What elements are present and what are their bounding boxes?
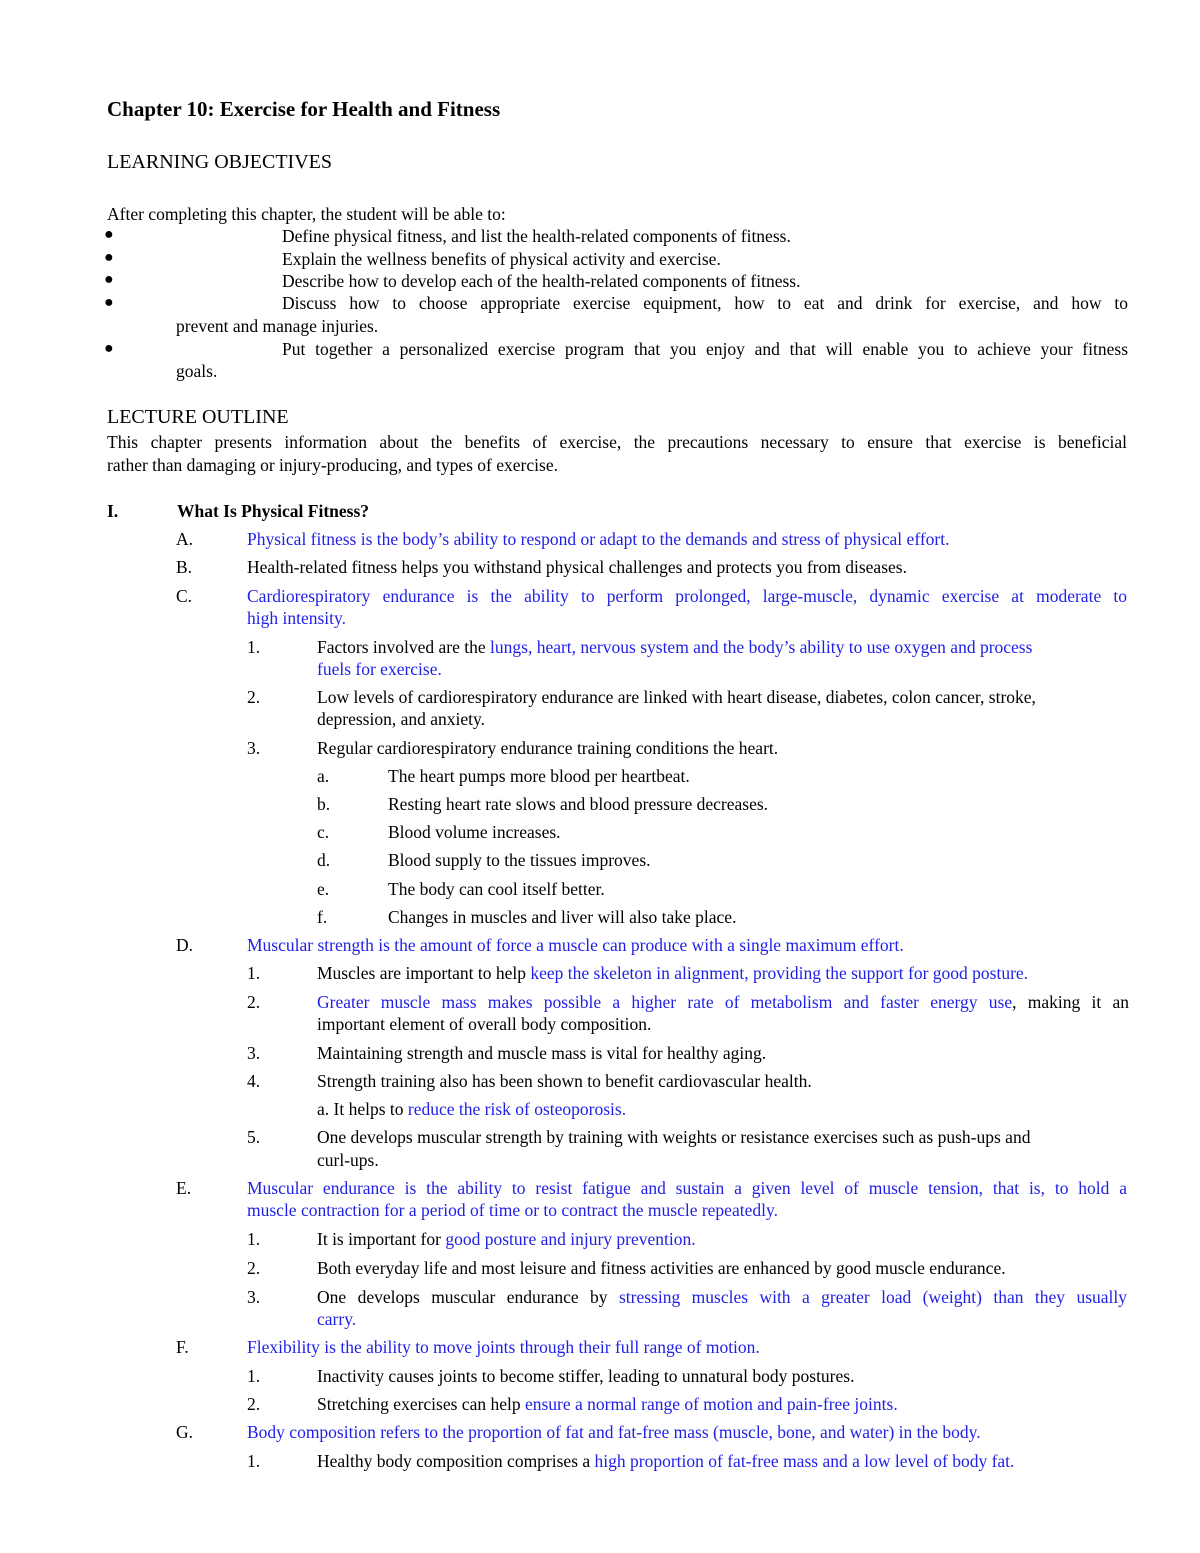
bullet-icon: ● (104, 226, 114, 243)
outline-label: b. (317, 794, 331, 814)
objective-item-continued: goals. (176, 361, 218, 381)
outline-label: B. (176, 557, 193, 577)
outline-sub-d2-line-2: important element of overall body composition. (317, 1014, 652, 1034)
outline-label: 2. (247, 1258, 261, 1278)
outline-sub-e1: It is important for good posture and injury prevention. (317, 1229, 696, 1249)
outline-subsub: Blood volume increases. (388, 822, 561, 842)
outline-label: F. (176, 1337, 189, 1357)
outline-item-a: Physical fitness is the body’s ability to respond or adapt to the demands and stress of physical effort. (247, 529, 950, 549)
outline-sub-c1-line-2: fuels for exercise. (317, 659, 442, 679)
outline-item-g: Body composition refers to the proportion of fat and fat-free mass (muscle, bone, and water) in the body. (247, 1422, 981, 1442)
objective-item: Explain the wellness benefits of physical activity and exercise. (282, 249, 721, 269)
objectives-heading: LEARNING OBJECTIVES (107, 151, 332, 173)
outline-item-f: Flexibility is the ability to move joints through their full range of motion. (247, 1337, 760, 1357)
outline-label: 1. (247, 1451, 261, 1471)
outline-sub-d5-line-1: One develops muscular strength by training with weights or resistance exercises such as push-ups and (317, 1127, 1031, 1147)
outline-item-c-line-2: high intensity. (247, 608, 347, 628)
section-title: What Is Physical Fitness? (177, 501, 370, 521)
outline-label: 2. (247, 687, 261, 707)
outline-label: 3. (247, 1043, 261, 1063)
outline-label: E. (176, 1178, 192, 1198)
chapter-title: Chapter 10: Exercise for Health and Fitness (107, 97, 501, 121)
outline-sub-e2: Both everyday life and most leisure and fitness activities are enhanced by good muscle endurance. (317, 1258, 1006, 1278)
outline-label: D. (176, 935, 194, 955)
outline-label: d. (317, 850, 331, 870)
outline-label: 1. (247, 963, 261, 983)
bullet-icon: ● (104, 294, 114, 311)
outline-sub-d4: Strength training also has been shown to benefit cardiovascular health. (317, 1071, 812, 1091)
outline-sub-g1: Healthy body composition comprises a high proportion of fat-free mass and a low level of body fat. (317, 1451, 1015, 1471)
outline-label: 5. (247, 1127, 261, 1147)
outline-sub-c2-line-1: Low levels of cardiorespiratory endurance are linked with heart disease, diabetes, colon cancer, stroke, (317, 687, 1036, 707)
objective-item: Define physical fitness, and list the health-related components of fitness. (282, 226, 791, 246)
outline-label: f. (317, 907, 328, 927)
outline-sub-d1: Muscles are important to help keep the skeleton in alignment, providing the support for good posture. (317, 963, 1029, 983)
objective-item: Describe how to develop each of the health-related components of fitness. (282, 271, 801, 291)
objective-item: Discuss how to choose appropriate exercise equipment, how to eat and drink for exercise, and how to (282, 293, 1128, 313)
outline-label: 1. (247, 637, 261, 657)
outline-item-e-line-2: muscle contraction for a period of time or to contract the muscle repeatedly. (247, 1200, 778, 1220)
section-number: I. (107, 501, 119, 521)
outline-label: a. (317, 766, 330, 786)
outline-label: 4. (247, 1071, 261, 1091)
outline-label: C. (176, 586, 193, 606)
outline-label: 3. (247, 1287, 261, 1307)
outline-label: e. (317, 879, 330, 899)
outline-subsub: Changes in muscles and liver will also take place. (388, 907, 737, 927)
lecture-heading: LECTURE OUTLINE (107, 406, 289, 428)
objective-item: Put together a personalized exercise program that you enjoy and that will enable you to achieve your fitness (282, 339, 1128, 359)
outline-subsub: The body can cool itself better. (388, 879, 605, 899)
outline-sub-c3: Regular cardiorespiratory endurance training conditions the heart. (317, 738, 779, 758)
outline-label: 3. (247, 738, 261, 758)
outline-label: 1. (247, 1366, 261, 1386)
outline-sub-d5-line-2: curl-ups. (317, 1150, 379, 1170)
bullet-icon: ● (104, 340, 114, 357)
outline-label: 2. (247, 1394, 261, 1414)
lecture-intro-line-1: This chapter presents information about the benefits of exercise, the precautions necessary to ensure that exercise is beneficial (107, 432, 1127, 452)
outline-item-b: Health-related fitness helps you withstand physical challenges and protects you from diseases. (247, 557, 907, 577)
objectives-intro: After completing this chapter, the student will be able to: (107, 204, 506, 224)
outline-subsub: The heart pumps more blood per heartbeat. (388, 766, 690, 786)
outline-sub-d2-line-1: Greater muscle mass makes possible a higher rate of metabolism and faster energy use, making it an (317, 992, 1130, 1012)
outline-label: 2. (247, 992, 261, 1012)
outline-subsub-d4a: a. It helps to reduce the risk of osteoporosis. (317, 1099, 627, 1119)
bullet-icon: ● (104, 249, 114, 266)
objective-item-continued: prevent and manage injuries. (176, 316, 379, 336)
outline-item-e-line-1: Muscular endurance is the ability to resist fatigue and sustain a given level of muscle tension, that is, to hold a (247, 1178, 1127, 1198)
outline-sub-c1-line-1: Factors involved are the lungs, heart, nervous system and the body’s ability to use oxygen and process (317, 637, 1033, 657)
outline-sub-c2-line-2: depression, and anxiety. (317, 709, 485, 729)
outline-sub-f1: Inactivity causes joints to become stiffer, leading to unnatural body postures. (317, 1366, 855, 1386)
outline-label: 1. (247, 1229, 261, 1249)
outline-item-d: Muscular strength is the amount of force a muscle can produce with a single maximum effort. (247, 935, 904, 955)
outline-subsub: Blood supply to the tissues improves. (388, 850, 651, 870)
outline-label: c. (317, 822, 330, 842)
outline-label: A. (176, 529, 194, 549)
outline-subsub: Resting heart rate slows and blood pressure decreases. (388, 794, 769, 814)
outline-sub-d3: Maintaining strength and muscle mass is vital for healthy aging. (317, 1043, 767, 1063)
bullet-icon: ● (104, 271, 114, 288)
outline-label: G. (176, 1422, 194, 1442)
outline-item-c-line-1: Cardiorespiratory endurance is the ability to perform prolonged, large-muscle, dynamic exercise at moderate to (247, 586, 1127, 606)
outline-sub-f2: Stretching exercises can help ensure a normal range of motion and pain-free joints. (317, 1394, 898, 1414)
outline-sub-e3-line-2: carry. (317, 1309, 357, 1329)
lecture-intro-line-2: rather than damaging or injury-producing, and types of exercise. (107, 455, 558, 475)
outline-sub-e3-line-1: One develops muscular endurance by stressing muscles with a greater load (weight) than they usually (317, 1287, 1128, 1307)
